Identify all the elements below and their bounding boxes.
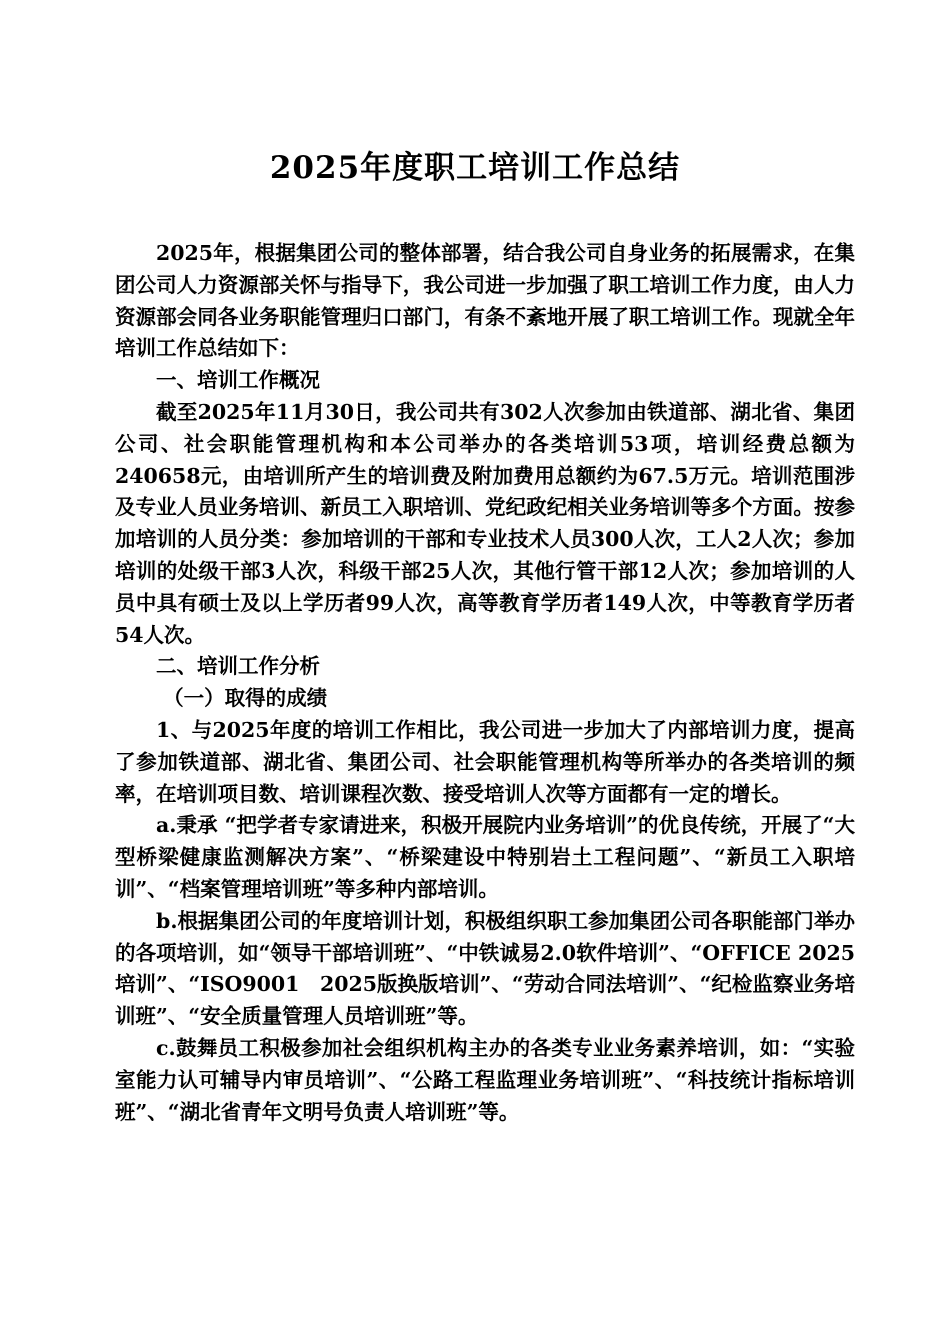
achievement-paragraph-c: c.鼓舞员工积极参加社会组织机构主办的各类专业业务素养培训，如：“实验室能力认可辅导内审员培训”、“公路工程监理业务培训班”、“科技统计指标培训班”、“湖北省青年文明号负责人培训班”等。 bbox=[115, 1035, 855, 1124]
achievement-paragraph-b: b.根据集团公司的年度培训计划，积极组织职工参加集团公司各职能部门举办的各项培训，如“领导干部培训班”、“中铁诚易2.0软件培训”、“OFFICE 2025培训”、“ISO9001 2025版换版培训”、“劳动合同法培训”、“纪检监察业务培训班”、“安全质量管理人员培训班”等。 bbox=[115, 908, 855, 1029]
achievement-paragraph-a: a.秉承 “把学者专家请进来，积极开展院内业务培训”的优良传统，开展了“大型桥梁健康监测解决方案”、“桥梁建设中特别岩土工程问题”、“新员工入职培训”、“档案管理培训班”等多种内部培训。 bbox=[115, 813, 855, 901]
subsection-heading-achievements: （一）取得的成绩 bbox=[163, 686, 328, 711]
section-heading-analysis: 二、培训工作分析 bbox=[156, 654, 320, 679]
overview-paragraph: 截至2025年11月30日，我公司共有302人次参加由铁道部、湖北省、集团公司、社会职能管理机构和本公司举办的各类培训53项，培训经费总额为240658元，由培训所产生的培训费及附加费用总额约为67.5万元。培训范围涉及专业人员业务培训、新员工入职培训、党纪政纪相关业务培训等多个方面。按参加培训的人员分类：参加培训的干部和专业技术人员300人次，工人2人次；参加培训的处级干部3人次，科级干部25人次，其他行管干部12人次；参加培训的人员中具有硕士及以上学历者99人次，高等教育学历者149人次，中等教育学历者54人次。 bbox=[115, 399, 855, 647]
achievement-paragraph-1: 1、与2025年度的培训工作相比，我公司进一步加大了内部培训力度，提高了参加铁道部、湖北省、集团公司、社会职能管理机构等所举办的各类培训的频率，在培训项目数、培训课程次数、接受培训人次等方面都有一定的增长。 bbox=[115, 717, 855, 806]
document-title: 2025年度职工培训工作总结 bbox=[269, 150, 681, 186]
intro-paragraph: 2025年，根据集团公司的整体部署，结合我公司自身业务的拓展需求，在集团公司人力资源部关怀与指导下，我公司进一步加强了职工培训工作力度，由人力资源部会同各业务职能管理归口部门，有条不紊地开展了职工培训工作。现就全年培训工作总结如下： bbox=[115, 241, 855, 361]
section-heading-overview: 一、培训工作概况 bbox=[156, 368, 320, 393]
document-body bbox=[115, 238, 855, 1128]
